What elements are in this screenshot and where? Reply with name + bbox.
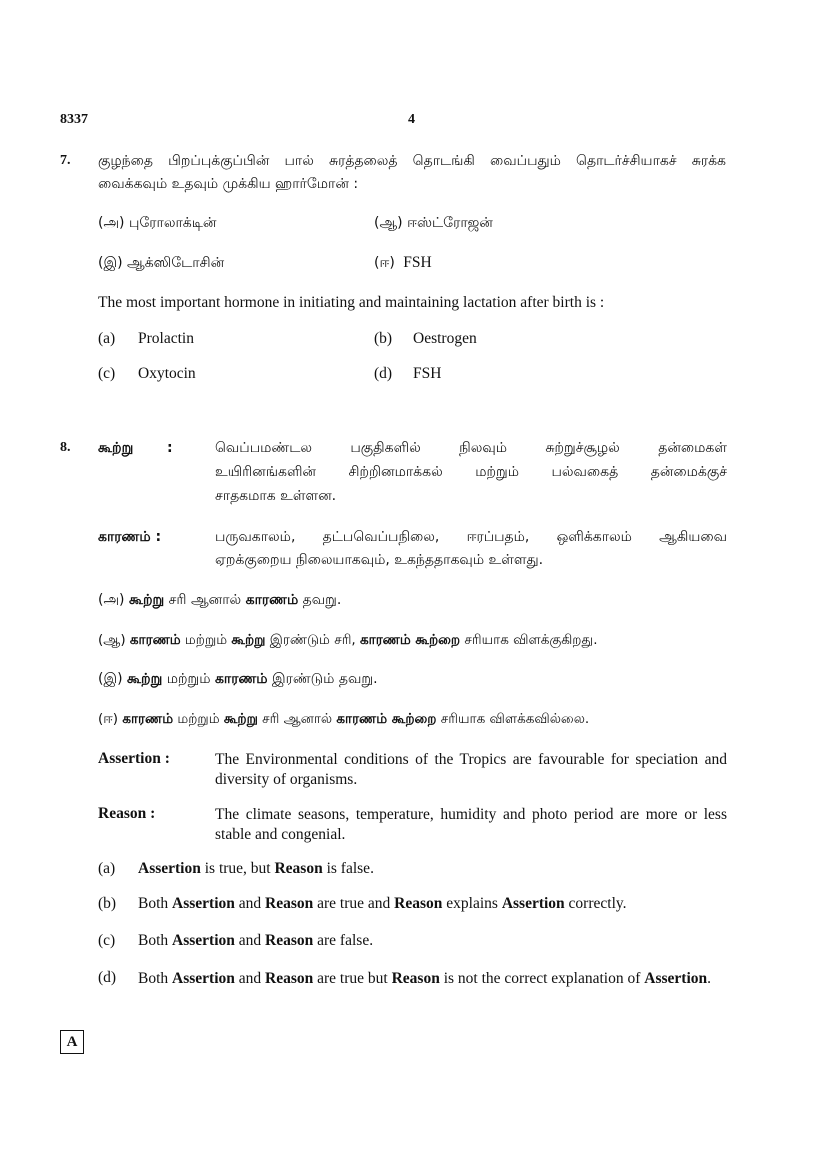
- option-part: are true and: [313, 895, 395, 912]
- option-part: சரி ஆனால்: [257, 711, 337, 727]
- q7-english-option-a-label: (a): [98, 330, 116, 347]
- q8-tamil-option-d: [98, 709, 589, 729]
- q7-english-option-b-label: (b): [374, 330, 393, 347]
- option-part: Both: [138, 895, 173, 912]
- option-part: சரியாக விளக்குகிறது.: [460, 632, 598, 648]
- option-part: Assertion: [172, 970, 235, 987]
- q8-tamil-reason-line2: ஏறக்குறைய நிலையாகவும், உகந்ததாகவும் உள்ளது.: [215, 552, 544, 568]
- q7-english-option-a-text: Prolactin: [138, 330, 194, 347]
- q8-reason-text: The climate seasons, temperature, humidity and photo period are more or less stable and congenial.: [215, 806, 727, 843]
- q8-english-option-d-text: [138, 969, 728, 989]
- q7-english-option-c-label: (c): [98, 365, 116, 382]
- option-label: (அ): [98, 592, 125, 608]
- q7-tamil-option-a: [98, 213, 216, 233]
- option-text: புரோலாக்டின்: [128, 215, 217, 231]
- option-part: are false.: [313, 932, 374, 949]
- q7-tamil-question-line1: குழந்தை பிறப்புக்குப்பின் பால் சுரத்தலைத் தொடங்கி வைப்பதும் தொடர்ச்சியாகச் சுரக்க: [98, 153, 726, 169]
- q8-tamil-option-c: [98, 669, 378, 689]
- option-label: (அ): [98, 215, 125, 231]
- option-part: கூற்று: [128, 592, 165, 608]
- q8-tamil-option-b: [98, 630, 598, 650]
- q8-tamil-assertion-line1: வெப்பமண்டல பகுதிகளில் நிலவும் சுற்றுச்சூழல் தன்மைகள்: [215, 440, 727, 456]
- option-part: are true but: [313, 970, 392, 987]
- q7-english-question: The most important hormone in initiating and maintaining lactation after birth is :: [98, 294, 605, 311]
- q8-tamil-assertion-label: கூற்று: [98, 440, 134, 456]
- option-part: Reason: [265, 895, 314, 912]
- option-label: (ஈ): [98, 711, 119, 727]
- option-part: காரணம்: [129, 632, 181, 648]
- option-label: (ஆ): [374, 215, 403, 231]
- q7-tamil-option-b: [374, 213, 493, 233]
- q8-assertion-text: The Environmental conditions of the Tropics are favourable for speciation and diversity of organisms.: [215, 751, 727, 788]
- q8-english-option-c-label: (c): [98, 932, 116, 949]
- q8-english-option-b-text: [138, 895, 627, 913]
- option-part: காரணம்: [245, 592, 299, 608]
- question-7-number: 7.: [60, 153, 71, 168]
- option-part: and: [234, 895, 266, 912]
- option-part: Assertion: [172, 895, 235, 912]
- option-part: Assertion: [172, 932, 235, 949]
- q8-tamil-option-a: [98, 590, 341, 610]
- option-part: காரணம்: [214, 671, 268, 687]
- page-number: 4: [408, 112, 415, 127]
- option-part: correctly.: [564, 895, 627, 912]
- q8-tamil-assertion-line3: சாதகமாக உள்ளன.: [215, 488, 337, 504]
- option-part: காரணம் கூற்றை: [336, 711, 437, 727]
- option-text: FSH: [403, 254, 432, 271]
- q8-tamil-assertion-line2: உயிரினங்களின் சிற்றினமாக்கல் மற்றும் பல்வகைத் தன்மைக்குச்: [215, 464, 727, 480]
- option-text: ஆக்ஸிடோசின்: [127, 255, 225, 271]
- option-part: and: [234, 932, 266, 949]
- q7-tamil-question-line2: வைக்கவும் உதவும் முக்கிய ஹார்மோன் :: [98, 176, 359, 192]
- option-label: (இ): [98, 255, 123, 271]
- q8-tamil-reason-line1: பருவகாலம், தட்பவெப்பநிலை, ஈரப்பதம், ஒளிக்காலம் ஆகியவை: [215, 529, 727, 545]
- option-part: தவறு.: [298, 592, 342, 608]
- option-label: (ஈ): [374, 255, 395, 271]
- option-part: கூற்று: [231, 632, 266, 648]
- option-part: Reason: [265, 932, 314, 949]
- option-part: Assertion: [138, 860, 201, 877]
- q7-tamil-option-c: [98, 253, 224, 273]
- option-part: மற்றும்: [162, 671, 215, 687]
- option-part: Reason: [394, 895, 443, 912]
- q7-english-option-c-text: Oxytocin: [138, 365, 196, 382]
- paper-code: 8337: [60, 112, 88, 127]
- option-part: .: [707, 970, 712, 987]
- option-part: இரண்டும் சரி,: [265, 632, 360, 648]
- option-part: Reason: [274, 860, 323, 877]
- option-part: Reason: [391, 970, 440, 987]
- option-part: is not the correct explanation of: [439, 970, 645, 987]
- q8-reason-label: Reason :: [98, 805, 156, 822]
- q7-english-option-b-text: Oestrogen: [413, 330, 477, 347]
- option-part: மற்றும்: [180, 632, 232, 648]
- option-part: காரணம்: [122, 711, 174, 727]
- question-8-number: 8.: [60, 440, 71, 455]
- q7-english-option-d-text: FSH: [413, 365, 442, 382]
- option-part: காரணம் கூற்றை: [360, 632, 461, 648]
- q8-assertion-label: Assertion :: [98, 750, 170, 767]
- q8-tamil-reason-label: காரணம் :: [98, 529, 162, 545]
- q8-english-option-a-text: [138, 860, 374, 878]
- option-label: (இ): [98, 671, 123, 687]
- option-part: Both: [138, 970, 173, 987]
- q8-english-option-b-label: (b): [98, 895, 117, 912]
- option-part: Reason: [265, 970, 314, 987]
- option-part: மற்றும்: [173, 711, 224, 727]
- option-part: explains: [442, 895, 502, 912]
- option-part: Assertion: [501, 895, 565, 912]
- version-box: A: [60, 1030, 84, 1054]
- option-part: Assertion: [644, 970, 708, 987]
- q8-english-option-c-text: [138, 932, 373, 950]
- q7-tamil-option-d: [374, 253, 432, 273]
- option-part: சரி ஆனால்: [164, 592, 246, 608]
- q8-tamil-assertion-colon: :: [167, 440, 173, 456]
- q8-english-option-a-label: (a): [98, 860, 116, 877]
- q8-english-option-d-label: (d): [98, 969, 117, 986]
- option-part: Both: [138, 932, 173, 949]
- option-label: (ஆ): [98, 632, 126, 648]
- option-part: சரியாக விளக்கவில்லை.: [436, 711, 590, 727]
- q7-english-option-d-label: (d): [374, 365, 393, 382]
- option-text: ஈஸ்ட்ரோஜன்: [407, 215, 493, 231]
- option-part: and: [234, 970, 266, 987]
- option-part: இரண்டும் தவறு.: [267, 671, 378, 687]
- option-part: is false.: [322, 860, 374, 877]
- option-part: கூற்று: [223, 711, 258, 727]
- option-part: is true, but: [200, 860, 275, 877]
- option-part: கூற்று: [127, 671, 163, 687]
